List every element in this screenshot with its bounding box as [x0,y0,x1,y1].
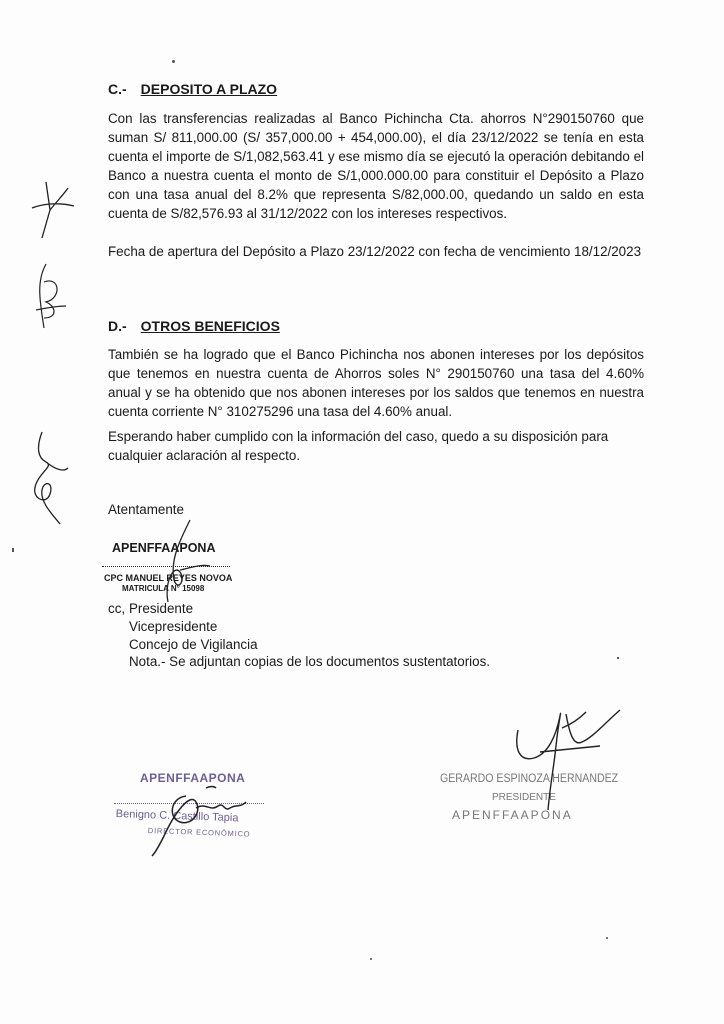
scan-speck [172,60,175,63]
section-d-paragraph-1: También se ha logrado que el Banco Pichincha nos abonen intereses por los depósitos que tenemos en nuestra cuenta de Ahorros soles N° 290150760 una tasa del 4.60% anual y se ha obtenido que nos abonen intereses por los saldos que tenemos en nuestra cuenta corriente N° 310275296 una tasa del 4.60% anual. [108,347,644,419]
cc-prefix: cc, [108,601,126,616]
stamp-right-name: GERARDO ESPINOZA HERNANDEZ [440,773,619,785]
margin-signature-1 [28,180,78,240]
stamp-left-name: Benigno C. Castillo Tapia [115,808,239,825]
section-d-paragraph-2: Esperando haber cumplido con la información del caso, quedo a su disposición para cualquier aclaración al respecto. [108,429,609,463]
stamp-left-org: APENFFAAPONA [140,771,246,785]
cc-line-president: Presidente [129,601,194,616]
scan-speck [606,937,608,939]
section-c-letter: C.- [108,81,127,97]
stamp-right-role: PRESIDENTE [492,792,556,803]
section-d-title: OTROS BENEFICIOS [140,318,280,334]
cc-line-nota: Nota.- Se adjuntan copias de los documentos sustentatorios. [129,654,491,669]
section-c-paragraph-2: Fecha de apertura del Depósito a Plazo 23/12/2022 con fecha de vencimiento 18/12/2023 [108,244,642,259]
section-d-heading [108,318,280,334]
cc-line-vicepresident: Vicepresidente [129,619,218,634]
scan-speck [370,958,372,960]
stamp-right-org: APENFFAAPONA [452,808,573,822]
stamp-left-role: DIRECTOR ECONÓMICO [147,826,251,839]
stamp-left-signature [147,778,260,858]
cc-line-vigilancia: Concejo de Vigilancia [129,637,258,652]
signer-stamp-matricula: MATRICULA N° 15098 [122,584,205,593]
margin-signature-2 [32,262,72,332]
section-d-letter: D.- [108,318,127,334]
scan-speck [617,657,619,659]
signer-stamp-org: APENFFAAPONA [112,541,216,555]
section-c-paragraph-1: Con las transferencias realizadas al Banco Pichincha Cta. ahorros N°290150760 que suman S/ 811,000.00 (S/ 357,000.00 + 454,000.00), el día 23/12/2022 se tenía en esta cuenta el importe de S/1,082,563.41 y ese mismo día se ejecutó la operación debitando el Banco a nuestra cuenta el monto de S/1,000.000.00 para constituir el Depósito a Plazo con una tasa anual del 8.2% que representa S/82,000.00, quedando un saldo en esta cuenta de S/82,576.93 al 31/12/2022 con los intereses respectivos. [108,111,644,221]
closing: Atentamente [108,502,184,517]
margin-signature-3 [16,428,76,528]
signer-stamp-name: CPC MANUEL REYES NOVOA [104,573,233,583]
stamp-right-signature [500,706,630,816]
section-c-heading [108,81,277,97]
signer-signature [150,520,230,610]
scan-speck [12,548,14,552]
section-c-title: DEPOSITO A PLAZO [140,81,278,97]
